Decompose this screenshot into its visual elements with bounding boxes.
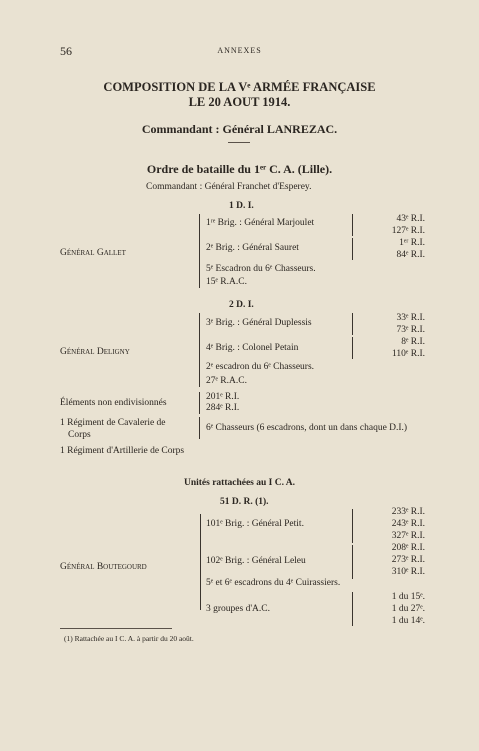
brace: [352, 545, 353, 579]
page-number: 56: [60, 44, 72, 58]
cavalerie-corps-detail: 6ᵉ Chasseurs (6 escadrons, dont un dans chaque D.I.): [206, 423, 408, 433]
brace: [352, 313, 353, 335]
divider: [228, 142, 250, 143]
regiment: 273ᵉ R.I.: [391, 555, 425, 565]
regiment: 33ᵉ R.I.: [396, 313, 425, 323]
brace: [199, 392, 200, 414]
regiment: 243ᵉ R.I.: [391, 519, 425, 529]
brigade-101: 101ᵉ Brig. : Général Petit.: [206, 519, 304, 529]
art-group: 1 du 27ᵉ.: [391, 604, 425, 614]
army-commander: Commandant : Général LANREZAC.: [141, 122, 338, 136]
general-deligny: Général Deligny: [60, 347, 130, 357]
section-heading-rattachees: Unités rattachées au I C. A.: [183, 478, 296, 488]
art-group: 1 du 15ᵉ.: [391, 592, 425, 602]
page-title-line1: COMPOSITION DE LA Vᵉ ARMÉE FRANÇAISE: [103, 80, 376, 94]
division-label-2: 2 D. I.: [229, 300, 254, 310]
cavalry: 2ᵉ escadron du 6ᵉ Chasseurs.: [206, 362, 315, 372]
cavalerie-corps-line1: 1 Régiment de Cavalerie de: [60, 418, 166, 428]
division-label-51: 51 D. R. (1).: [220, 497, 269, 507]
artillery: 27ᵉ R.A.C.: [206, 376, 247, 386]
general-gallet: Général Gallet: [60, 248, 126, 258]
artillery: 3 groupes d'A.C.: [206, 604, 270, 614]
corps-commander: Commandant : Général Franchet d'Esperey.: [146, 182, 312, 192]
general-boutegourd: Général Boutegourd: [60, 562, 147, 572]
brace: [199, 417, 200, 439]
brace: [199, 313, 200, 387]
brace: [352, 509, 353, 543]
non-endivisionnes-label: Éléments non endivisionnés: [60, 398, 167, 408]
brace: [352, 592, 353, 626]
brigade-4: 4ᵉ Brig. : Colonel Petain: [206, 343, 299, 353]
regiment: 84ᵉ R.I.: [396, 250, 425, 260]
regiment: 208ᵉ R.I.: [391, 543, 425, 553]
regiment: 73ᵉ R.I.: [396, 325, 425, 335]
regiment: 1ᵉʳ R.I.: [399, 238, 425, 248]
regiment: 110ᵉ R.I.: [392, 349, 425, 359]
brigade-1: 1ʳᵉ Brig. : Général Marjoulet: [206, 218, 315, 228]
brigade-102: 102ᵉ Brig. : Général Leleu: [206, 556, 306, 566]
division-label-1: 1 D. I.: [229, 201, 254, 211]
regiment: 43ᵉ R.I.: [396, 214, 425, 224]
cavalry: 5ᵉ et 6ᵉ escadrons du 4ᵉ Cuirassiers.: [206, 578, 341, 588]
cavalry: 5ᵉ Escadron du 6ᵉ Chasseurs.: [206, 264, 316, 274]
brace: [199, 214, 200, 288]
footnote: (1) Rattachée au I C. A. à partir du 20 août.: [64, 634, 194, 643]
section-heading-ordre: Ordre de bataille du 1ᵉʳ C. A. (Lille).: [146, 162, 333, 176]
regiment: 284ᵉ R.I.: [206, 403, 240, 413]
brigade-2: 2ᵉ Brig. : Général Sauret: [206, 243, 299, 253]
artillery: 15ᵉ R.A.C.: [206, 277, 247, 287]
brace: [352, 238, 353, 260]
regiment: 127ᵉ R.I.: [391, 226, 425, 236]
running-title: ANNEXES: [217, 46, 262, 55]
page-title-line2: LE 20 AOUT 1914.: [188, 95, 291, 109]
regiment: 233ᵉ R.I.: [391, 507, 425, 517]
cavalerie-corps-line2: Corps: [68, 430, 91, 440]
brace: [352, 214, 353, 236]
regiment: 310ᵉ R.I.: [391, 567, 425, 577]
artillerie-corps: 1 Régiment d'Artillerie de Corps: [60, 446, 185, 456]
footnote-rule: [60, 628, 172, 629]
regiment: 327ᵉ R.I.: [391, 531, 425, 541]
brace: [352, 337, 353, 359]
regiment: 201ᵉ R.I.: [206, 392, 240, 402]
regiment: 8ᵉ R.I.: [401, 337, 425, 347]
brigade-3: 3ᵉ Brig. : Général Duplessis: [206, 318, 312, 328]
brace: [200, 514, 201, 610]
art-group: 1 du 14ᵉ.: [391, 616, 425, 626]
